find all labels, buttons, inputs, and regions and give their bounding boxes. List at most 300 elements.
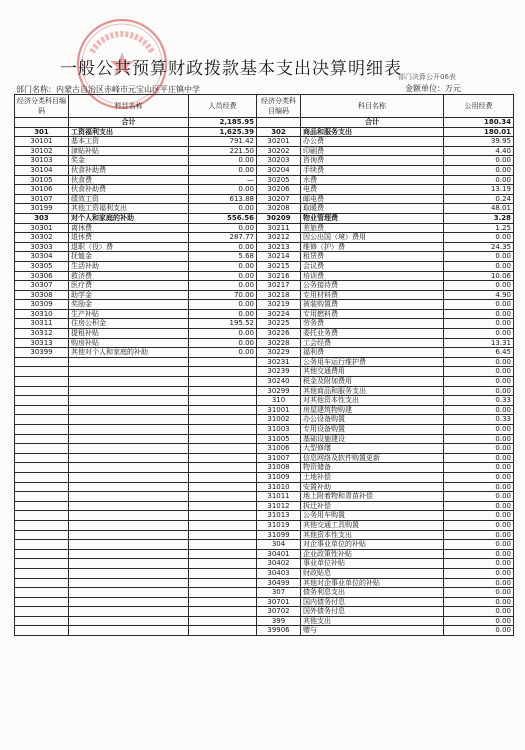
public-amount-cell: 0.00	[444, 597, 514, 607]
left-name-cell: 合计	[69, 118, 189, 128]
right-code-cell: 31003	[257, 425, 301, 435]
right-name-cell: 专用设备购置	[301, 425, 444, 435]
right-code-cell: 30213	[257, 242, 301, 252]
right-code-cell: 310	[257, 396, 301, 406]
personnel-amount-cell	[189, 482, 257, 492]
left-code-cell	[15, 377, 69, 387]
personnel-amount-cell	[189, 559, 257, 569]
public-amount-cell: 0.00	[444, 405, 514, 415]
personnel-amount-cell	[189, 501, 257, 511]
personnel-amount-cell: 0.00	[189, 271, 257, 281]
left-code-cell: 301	[15, 127, 69, 137]
right-name-cell: 专用燃料费	[301, 309, 444, 319]
table-row	[15, 127, 514, 137]
right-code-cell: 30206	[257, 185, 301, 195]
left-name-cell	[69, 482, 189, 492]
left-code-cell	[15, 530, 69, 540]
left-code-cell: 30309	[15, 300, 69, 310]
right-name-cell: 大型修缮	[301, 444, 444, 454]
left-code-cell: 30304	[15, 252, 69, 262]
table-row	[15, 233, 514, 243]
left-name-cell	[69, 501, 189, 511]
left-name-cell: 奖金	[69, 156, 189, 166]
right-code-cell: 30212	[257, 233, 301, 243]
table-row	[15, 165, 514, 175]
left-code-cell: 30106	[15, 185, 69, 195]
table-row	[15, 137, 514, 147]
right-name-cell: 财政贴息	[301, 568, 444, 578]
personnel-amount-cell	[189, 434, 257, 444]
column-header-right-code: 经济分类科目编码	[257, 95, 301, 118]
left-code-cell	[15, 357, 69, 367]
public-amount-cell: 0.00	[444, 540, 514, 550]
public-amount-cell: 180.01	[444, 127, 514, 137]
public-amount-cell: 0.00	[444, 472, 514, 482]
right-code-cell: 30216	[257, 271, 301, 281]
personnel-amount-cell	[189, 492, 257, 502]
left-code-cell	[15, 386, 69, 396]
left-code-cell	[15, 626, 69, 636]
left-code-cell: 30312	[15, 329, 69, 339]
right-code-cell: 30228	[257, 338, 301, 348]
left-code-cell: 30102	[15, 146, 69, 156]
public-amount-cell: 0.00	[444, 434, 514, 444]
left-name-cell	[69, 549, 189, 559]
right-name-cell: 福利费	[301, 348, 444, 358]
public-amount-cell: 0.00	[444, 165, 514, 175]
left-name-cell: 离休费	[69, 223, 189, 233]
public-amount-cell: 39.95	[444, 137, 514, 147]
left-code-cell	[15, 578, 69, 588]
right-name-cell: 邮电费	[301, 194, 444, 204]
left-name-cell: 绩效工资	[69, 194, 189, 204]
right-code-cell: 30203	[257, 156, 301, 166]
right-name-cell: 印刷费	[301, 146, 444, 156]
left-name-cell	[69, 511, 189, 521]
table-row	[15, 405, 514, 415]
right-code-cell: 31009	[257, 472, 301, 482]
public-amount-cell: 13.19	[444, 185, 514, 195]
left-code-cell: 30308	[15, 290, 69, 300]
right-code-cell: 31019	[257, 520, 301, 530]
left-code-cell: 303	[15, 213, 69, 223]
personnel-amount-cell	[189, 588, 257, 598]
public-amount-cell: 0.00	[444, 377, 514, 387]
left-name-cell	[69, 472, 189, 482]
amount-unit: 金额单位：万元	[405, 84, 461, 93]
left-code-cell: 30305	[15, 261, 69, 271]
left-name-cell: 伙食补助费	[69, 165, 189, 175]
right-name-cell: 房屋建筑物购建	[301, 405, 444, 415]
left-code-cell	[15, 568, 69, 578]
left-code-cell	[15, 444, 69, 454]
right-code-cell: 30401	[257, 549, 301, 559]
table-row	[15, 309, 514, 319]
right-name-cell: 专用材料费	[301, 290, 444, 300]
left-name-cell	[69, 492, 189, 502]
right-name-cell: 赠与	[301, 626, 444, 636]
right-name-cell: 工会经费	[301, 338, 444, 348]
page-title: 一般公共预算财政拨款基本支出决算明细表	[60, 59, 402, 79]
personnel-amount-cell: 613.88	[189, 194, 257, 204]
right-name-cell: 公务用车购置	[301, 511, 444, 521]
right-code-cell: 30499	[257, 578, 301, 588]
right-code-cell: 30229	[257, 348, 301, 358]
left-name-cell: 救济费	[69, 271, 189, 281]
right-name-cell: 对其他资本性支出	[301, 396, 444, 406]
right-name-cell: 手续费	[301, 165, 444, 175]
right-name-cell: 税金及附加费用	[301, 377, 444, 387]
personnel-amount-cell	[189, 444, 257, 454]
left-code-cell	[15, 540, 69, 550]
right-code-cell: 30204	[257, 165, 301, 175]
public-amount-cell: 0.00	[444, 319, 514, 329]
left-name-cell	[69, 463, 189, 473]
public-amount-cell: 1.25	[444, 223, 514, 233]
personnel-amount-cell	[189, 549, 257, 559]
public-amount-cell: 0.00	[444, 444, 514, 454]
left-name-cell: 住房公积金	[69, 319, 189, 329]
right-code-cell: 30201	[257, 137, 301, 147]
right-code-cell	[257, 118, 301, 128]
left-name-cell: 伙食费	[69, 175, 189, 185]
left-name-cell	[69, 425, 189, 435]
right-name-cell: 其他商品和服务支出	[301, 386, 444, 396]
public-amount-cell: 0.00	[444, 568, 514, 578]
personnel-amount-cell	[189, 396, 257, 406]
table-row	[15, 501, 514, 511]
table-row	[15, 185, 514, 195]
public-amount-cell: 4.90	[444, 290, 514, 300]
public-amount-cell: 0.00	[444, 386, 514, 396]
table-row	[15, 396, 514, 406]
right-name-cell: 其他对企事业单位的补贴	[301, 578, 444, 588]
right-name-cell: 物业管理费	[301, 213, 444, 223]
left-code-cell	[15, 482, 69, 492]
right-code-cell: 399	[257, 616, 301, 626]
right-code-cell: 31099	[257, 530, 301, 540]
personnel-amount-cell: 0.00	[189, 300, 257, 310]
right-code-cell: 30214	[257, 252, 301, 262]
public-amount-cell: 0.00	[444, 501, 514, 511]
left-code-cell	[15, 415, 69, 425]
left-code-cell	[15, 607, 69, 617]
personnel-amount-cell: 0.00	[189, 348, 257, 358]
right-name-cell: 其他支出	[301, 616, 444, 626]
left-name-cell	[69, 578, 189, 588]
left-code-cell: 30399	[15, 348, 69, 358]
right-name-cell: 公务接待费	[301, 281, 444, 291]
right-code-cell: 30240	[257, 377, 301, 387]
left-name-cell: 助学金	[69, 290, 189, 300]
department-label: 部门名称：	[16, 85, 56, 94]
public-amount-cell: 180.34	[444, 118, 514, 128]
table-row	[15, 530, 514, 540]
personnel-amount-cell: 0.00	[189, 281, 257, 291]
left-code-cell	[15, 492, 69, 502]
left-name-cell: 退休费	[69, 233, 189, 243]
public-amount-cell: 0.00	[444, 357, 514, 367]
table-row	[15, 588, 514, 598]
personnel-amount-cell	[189, 377, 257, 387]
table-row	[15, 175, 514, 185]
right-name-cell: 基础设施建设	[301, 434, 444, 444]
personnel-amount-cell: 0.00	[189, 338, 257, 348]
left-name-cell	[69, 367, 189, 377]
right-name-cell: 取暖费	[301, 204, 444, 214]
public-amount-cell: 3.28	[444, 213, 514, 223]
table-row	[15, 281, 514, 291]
table-row	[15, 472, 514, 482]
right-code-cell: 30209	[257, 213, 301, 223]
left-name-cell	[69, 607, 189, 617]
table-row	[15, 213, 514, 223]
right-code-cell: 30226	[257, 329, 301, 339]
table-row	[15, 338, 514, 348]
right-name-cell: 被装购置费	[301, 300, 444, 310]
right-code-cell: 30202	[257, 146, 301, 156]
table-row	[15, 357, 514, 367]
column-header-personnel-funds: 人员经费	[189, 95, 257, 118]
table-row	[15, 597, 514, 607]
column-header-public-funds: 公用经费	[444, 95, 514, 118]
right-name-cell: 国内债务付息	[301, 597, 444, 607]
left-name-cell: 其他工资福利支出	[69, 204, 189, 214]
right-name-cell: 拆迁补偿	[301, 501, 444, 511]
right-name-cell: 事业单位补贴	[301, 559, 444, 569]
right-name-cell: 其他交通工具购置	[301, 520, 444, 530]
table-row	[15, 319, 514, 329]
right-code-cell: 31007	[257, 453, 301, 463]
left-name-cell: 退职（役）费	[69, 242, 189, 252]
expenditure-table-wrapper	[14, 94, 514, 692]
table-row	[15, 540, 514, 550]
table-row	[15, 568, 514, 578]
public-amount-cell: 0.00	[444, 300, 514, 310]
table-row	[15, 463, 514, 473]
right-name-cell: 培训费	[301, 271, 444, 281]
right-name-cell: 土地补偿	[301, 472, 444, 482]
right-code-cell: 31002	[257, 415, 301, 425]
personnel-amount-cell: 1,625.39	[189, 127, 257, 137]
public-amount-cell: 4.40	[444, 146, 514, 156]
table-row	[15, 329, 514, 339]
table-row	[15, 415, 514, 425]
public-amount-cell: 0.00	[444, 616, 514, 626]
personnel-amount-cell: 0.00	[189, 261, 257, 271]
right-name-cell: 因公出国（境）费用	[301, 233, 444, 243]
left-name-cell	[69, 530, 189, 540]
right-code-cell: 30225	[257, 319, 301, 329]
public-amount-cell: 0.00	[444, 453, 514, 463]
left-name-cell	[69, 626, 189, 636]
left-name-cell	[69, 415, 189, 425]
table-row	[15, 367, 514, 377]
table-row	[15, 377, 514, 387]
personnel-amount-cell	[189, 597, 257, 607]
right-name-cell: 公务用车运行维护费	[301, 357, 444, 367]
right-code-cell: 31008	[257, 463, 301, 473]
table-row	[15, 453, 514, 463]
personnel-amount-cell	[189, 453, 257, 463]
right-name-cell: 信息网络及软件购置更新	[301, 453, 444, 463]
right-code-cell: 30239	[257, 367, 301, 377]
left-code-cell: 30199	[15, 204, 69, 214]
personnel-amount-cell: 0.00	[189, 185, 257, 195]
right-code-cell: 31006	[257, 444, 301, 454]
left-code-cell	[15, 559, 69, 569]
left-code-cell	[15, 396, 69, 406]
personnel-amount-cell	[189, 415, 257, 425]
public-amount-cell: 0.00	[444, 482, 514, 492]
personnel-amount-cell: 791.42	[189, 137, 257, 147]
public-amount-cell: 0.00	[444, 578, 514, 588]
right-code-cell: 31013	[257, 511, 301, 521]
left-code-cell	[15, 472, 69, 482]
public-amount-cell: 0.00	[444, 520, 514, 530]
public-amount-cell: 0.33	[444, 415, 514, 425]
left-code-cell	[15, 616, 69, 626]
public-amount-cell: 0.00	[444, 530, 514, 540]
table-row	[15, 492, 514, 502]
left-name-cell: 基本工资	[69, 137, 189, 147]
right-name-cell: 办公费	[301, 137, 444, 147]
column-header-left-name: 科目名称	[69, 95, 189, 118]
left-code-cell	[15, 463, 69, 473]
right-name-cell: 其他资本性支出	[301, 530, 444, 540]
left-name-cell: 对个人和家庭的补助	[69, 213, 189, 223]
public-amount-cell: 0.00	[444, 233, 514, 243]
left-name-cell: 其他对个人和家庭的补助	[69, 348, 189, 358]
right-name-cell: 租赁费	[301, 252, 444, 262]
public-amount-cell: 0.00	[444, 511, 514, 521]
right-name-cell: 合计	[301, 118, 444, 128]
public-amount-cell: 0.00	[444, 175, 514, 185]
table-row	[15, 386, 514, 396]
right-code-cell: 30402	[257, 559, 301, 569]
right-name-cell: 委托业务费	[301, 329, 444, 339]
personnel-amount-cell: 0.00	[189, 242, 257, 252]
personnel-amount-cell: 221.50	[189, 146, 257, 156]
left-name-cell	[69, 568, 189, 578]
right-code-cell: 30224	[257, 309, 301, 319]
personnel-amount-cell	[189, 511, 257, 521]
public-amount-cell: 0.00	[444, 309, 514, 319]
personnel-amount-cell: 556.56	[189, 213, 257, 223]
public-amount-cell: 0.00	[444, 463, 514, 473]
public-amount-cell: 0.00	[444, 492, 514, 502]
left-name-cell: 伙食补助费	[69, 185, 189, 195]
left-code-cell: 30105	[15, 175, 69, 185]
table-row	[15, 616, 514, 626]
right-code-cell: 30215	[257, 261, 301, 271]
table-row	[15, 559, 514, 569]
personnel-amount-cell	[189, 472, 257, 482]
left-name-cell	[69, 377, 189, 387]
left-name-cell	[69, 444, 189, 454]
personnel-amount-cell	[189, 425, 257, 435]
personnel-amount-cell: 195.52	[189, 319, 257, 329]
left-name-cell	[69, 453, 189, 463]
right-code-cell: 31012	[257, 501, 301, 511]
table-row	[15, 194, 514, 204]
personnel-amount-cell: 0.00	[189, 156, 257, 166]
left-name-cell: 津贴补贴	[69, 146, 189, 156]
public-amount-cell: 0.00	[444, 156, 514, 166]
personnel-amount-cell: 0.00	[189, 204, 257, 214]
right-code-cell: 302	[257, 127, 301, 137]
public-amount-cell: 0.00	[444, 559, 514, 569]
left-code-cell	[15, 588, 69, 598]
right-name-cell: 地上附着物和青苗补偿	[301, 492, 444, 502]
personnel-amount-cell	[189, 568, 257, 578]
left-name-cell	[69, 540, 189, 550]
personnel-amount-cell: 0.00	[189, 165, 257, 175]
right-name-cell: 安置补助	[301, 482, 444, 492]
left-code-cell	[15, 367, 69, 377]
left-code-cell: 30101	[15, 137, 69, 147]
right-code-cell: 30217	[257, 281, 301, 291]
table-row	[15, 348, 514, 358]
form-code: 部门决算公开06表	[398, 73, 456, 81]
right-name-cell: 劳务费	[301, 319, 444, 329]
right-name-cell: 电费	[301, 185, 444, 195]
left-name-cell	[69, 434, 189, 444]
right-code-cell: 30207	[257, 194, 301, 204]
left-code-cell	[15, 511, 69, 521]
table-row	[15, 261, 514, 271]
right-code-cell: 30403	[257, 568, 301, 578]
left-code-cell: 30104	[15, 165, 69, 175]
personnel-amount-cell	[189, 367, 257, 377]
left-code-cell	[15, 425, 69, 435]
right-code-cell: 304	[257, 540, 301, 550]
right-name-cell: 差旅费	[301, 223, 444, 233]
left-name-cell	[69, 616, 189, 626]
personnel-amount-cell: 0.00	[189, 329, 257, 339]
left-code-cell	[15, 501, 69, 511]
table-row	[15, 626, 514, 636]
right-name-cell: 会议费	[301, 261, 444, 271]
right-name-cell: 商品和服务支出	[301, 127, 444, 137]
public-amount-cell: 0.00	[444, 549, 514, 559]
right-name-cell: 水费	[301, 175, 444, 185]
personnel-amount-cell	[189, 540, 257, 550]
right-name-cell: 其他交通费用	[301, 367, 444, 377]
right-code-cell: 30231	[257, 357, 301, 367]
left-code-cell	[15, 520, 69, 530]
right-code-cell: 30211	[257, 223, 301, 233]
public-amount-cell: 48.01	[444, 204, 514, 214]
public-amount-cell: 0.00	[444, 588, 514, 598]
personnel-amount-cell: 2,185.95	[189, 118, 257, 128]
public-amount-cell: 0.33	[444, 396, 514, 406]
personnel-amount-cell: 287.77	[189, 233, 257, 243]
public-amount-cell: 0.00	[444, 261, 514, 271]
right-code-cell: 31011	[257, 492, 301, 502]
right-code-cell: 30219	[257, 300, 301, 310]
personnel-amount-cell: 0.00	[189, 309, 257, 319]
left-code-cell	[15, 434, 69, 444]
public-amount-cell: 0.24	[444, 194, 514, 204]
left-code-cell: 30307	[15, 281, 69, 291]
right-code-cell: 30299	[257, 386, 301, 396]
left-name-cell	[69, 597, 189, 607]
personnel-amount-cell: —	[189, 175, 257, 185]
right-name-cell: 债务利息支出	[301, 588, 444, 598]
public-amount-cell: 10.06	[444, 271, 514, 281]
table-row	[15, 578, 514, 588]
